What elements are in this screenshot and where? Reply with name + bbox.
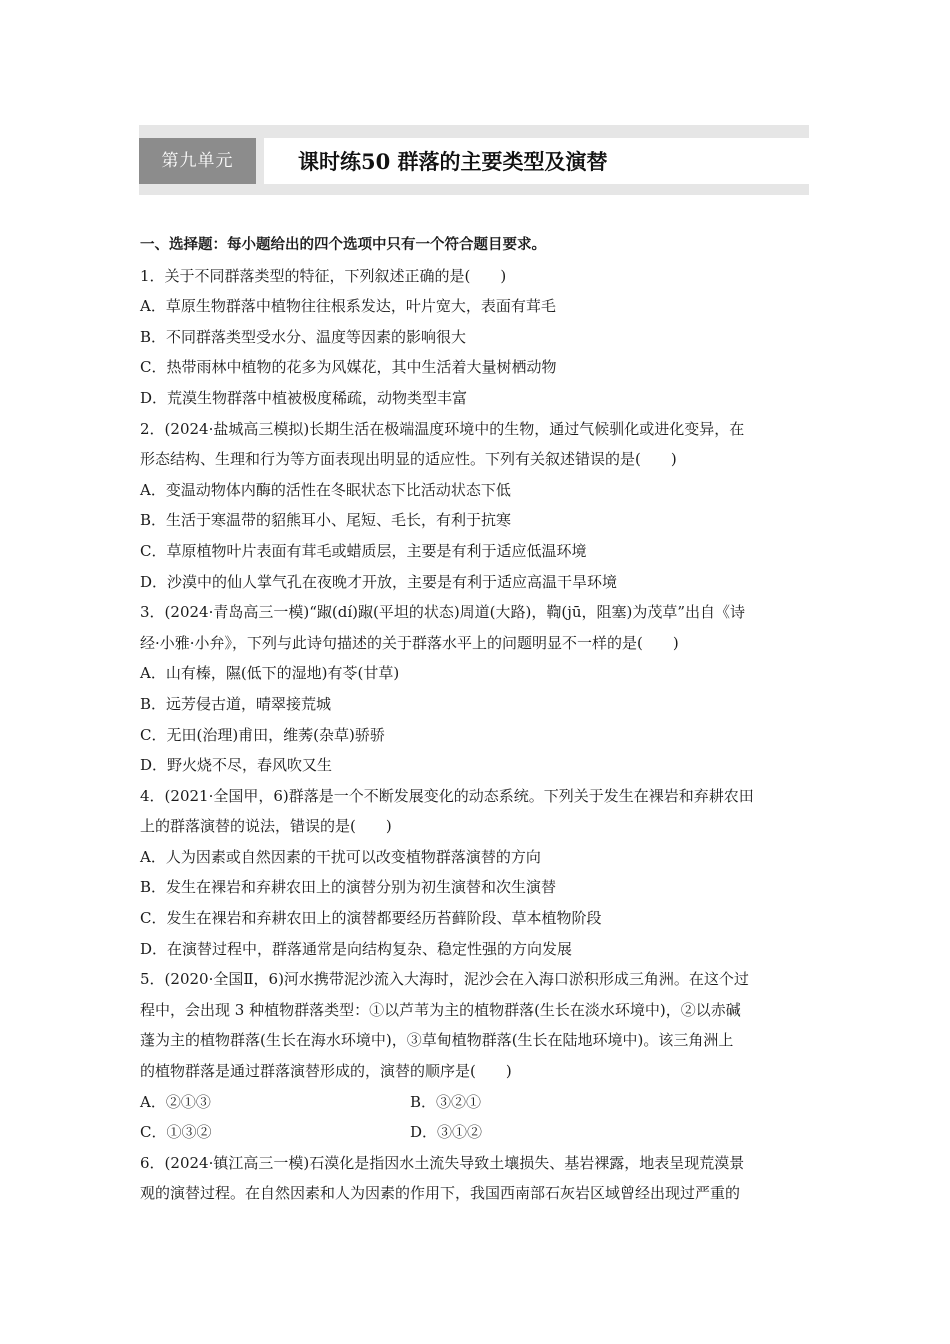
option-d: D．野火烧不尽，春风吹又生 [140,756,333,775]
option-d: D．在演替过程中，群落通常是向结构复杂、稳定性强的方向发展 [140,939,573,958]
question-stem-line: 2．(2024·盐城高三模拟)长期生活在极端温度环境中的生物，通过气候驯化或进化变异，在 [140,419,745,438]
option-b: B．不同群落类型受水分、温度等因素的影响很大 [140,327,467,346]
option-a: A．变温动物体内酶的活性在冬眠状态下比活动状态下低 [140,480,511,499]
question-stem-line: 的植物群落是通过群落演替形成的，演替的顺序是( ) [140,1062,512,1081]
option-c: C．无田(治理)甫田，维莠(杂草)骄骄 [140,725,385,744]
option-b: B．生活于寒温带的貂熊耳小、尾短、毛长，有利于抗寒 [140,511,512,530]
question-5 [140,964,812,1148]
option-a: A．②①③ [140,1092,211,1111]
section-heading: 一、选择题：每小题给出的四个选项中只有一个符合题目要求。 [140,237,546,253]
option-d: D．荒漠生物群落中植被极度稀疏，动物类型丰富 [140,388,468,407]
title-panel [264,138,809,184]
question-stem-line: 程中，会出现 3 种植物群落类型：①以芦苇为主的植物群落(生长在淡水环境中)，②以赤碱 [140,1000,741,1019]
question-3 [140,597,812,781]
option-d: D．③①② [410,1123,483,1142]
question-stem-line: 观的演替过程。在自然因素和人为因素的作用下，我国西南部石灰岩区域曾经出现过严重的 [140,1184,741,1203]
exercise-content [140,230,812,1209]
option-a: A．人为因素或自然因素的干扰可以改变植物群落演替的方向 [140,847,541,866]
option-b: B．③②① [410,1092,482,1111]
option-row [140,1087,812,1118]
option-a: A．草原生物群落中植物往往根系发达，叶片宽大，表面有茸毛 [140,297,556,316]
question-4 [140,781,812,965]
question-6 [140,1148,812,1209]
question-stem-line: 1．关于不同群落类型的特征，下列叙述正确的是( ) [140,266,507,285]
option-b: B．远芳侵古道，晴翠接荒城 [140,694,332,713]
question-stem-line: 3．(2024·青岛高三一模)“踧(dí)踧(平坦的状态)周道(大路)，鞫(jū，阻塞)为茂草”出自《诗 [140,603,746,622]
question-stem-line: 上的群落演替的说法，错误的是( ) [140,817,392,836]
question-stem-line: 蓬为主的植物群落(生长在海水环境中)，③草甸植物群落(生长在陆地环境中)。该三角洲上 [140,1031,734,1050]
option-a: A．山有榛，隰(低下的湿地)有苓(甘草) [140,664,400,683]
question-stem-line: 形态结构、生理和行为等方面表现出明显的适应性。下列有关叙述错误的是( ) [140,450,677,469]
question-2 [140,414,812,598]
option-c: C．热带雨林中植物的花多为风媒花，其中生活着大量树栖动物 [140,358,557,377]
option-b: B．发生在裸岩和弃耕农田上的演替分别为初生演替和次生演替 [140,878,557,897]
option-row [140,1117,812,1148]
option-c: C．发生在裸岩和弃耕农田上的演替都要经历苔藓阶段、草本植物阶段 [140,909,602,928]
unit-label: 第九单元 [139,138,256,184]
option-c: C．①③② [140,1123,212,1142]
page-title: 课时练50 群落的主要类型及演替 [298,149,608,174]
question-stem-line: 4．(2021·全国甲，6)群落是一个不断发展变化的动态系统。下列关于发生在裸岩和弃耕农田 [140,786,754,805]
question-stem-line: 5．(2020·全国Ⅱ，6)河水携带泥沙流入大海时，泥沙会在入海口淤积形成三角洲。在这个过 [140,970,749,989]
question-stem-line: 经·小雅·小弁》，下列与此诗句描述的关于群落水平上的问题明显不一样的是( ) [140,633,679,652]
question-stem-line: 6．(2024·镇江高三一模)石漠化是指因水土流失导致土壤损失、基岩裸露，地表呈现荒漠景 [140,1153,745,1172]
question-1 [140,261,812,414]
option-c: C．草原植物叶片表面有茸毛或蜡质层，主要是有利于适应低温环境 [140,541,587,560]
option-d: D．沙漠中的仙人掌气孔在夜晚才开放，主要是有利于适应高温干旱环境 [140,572,618,591]
